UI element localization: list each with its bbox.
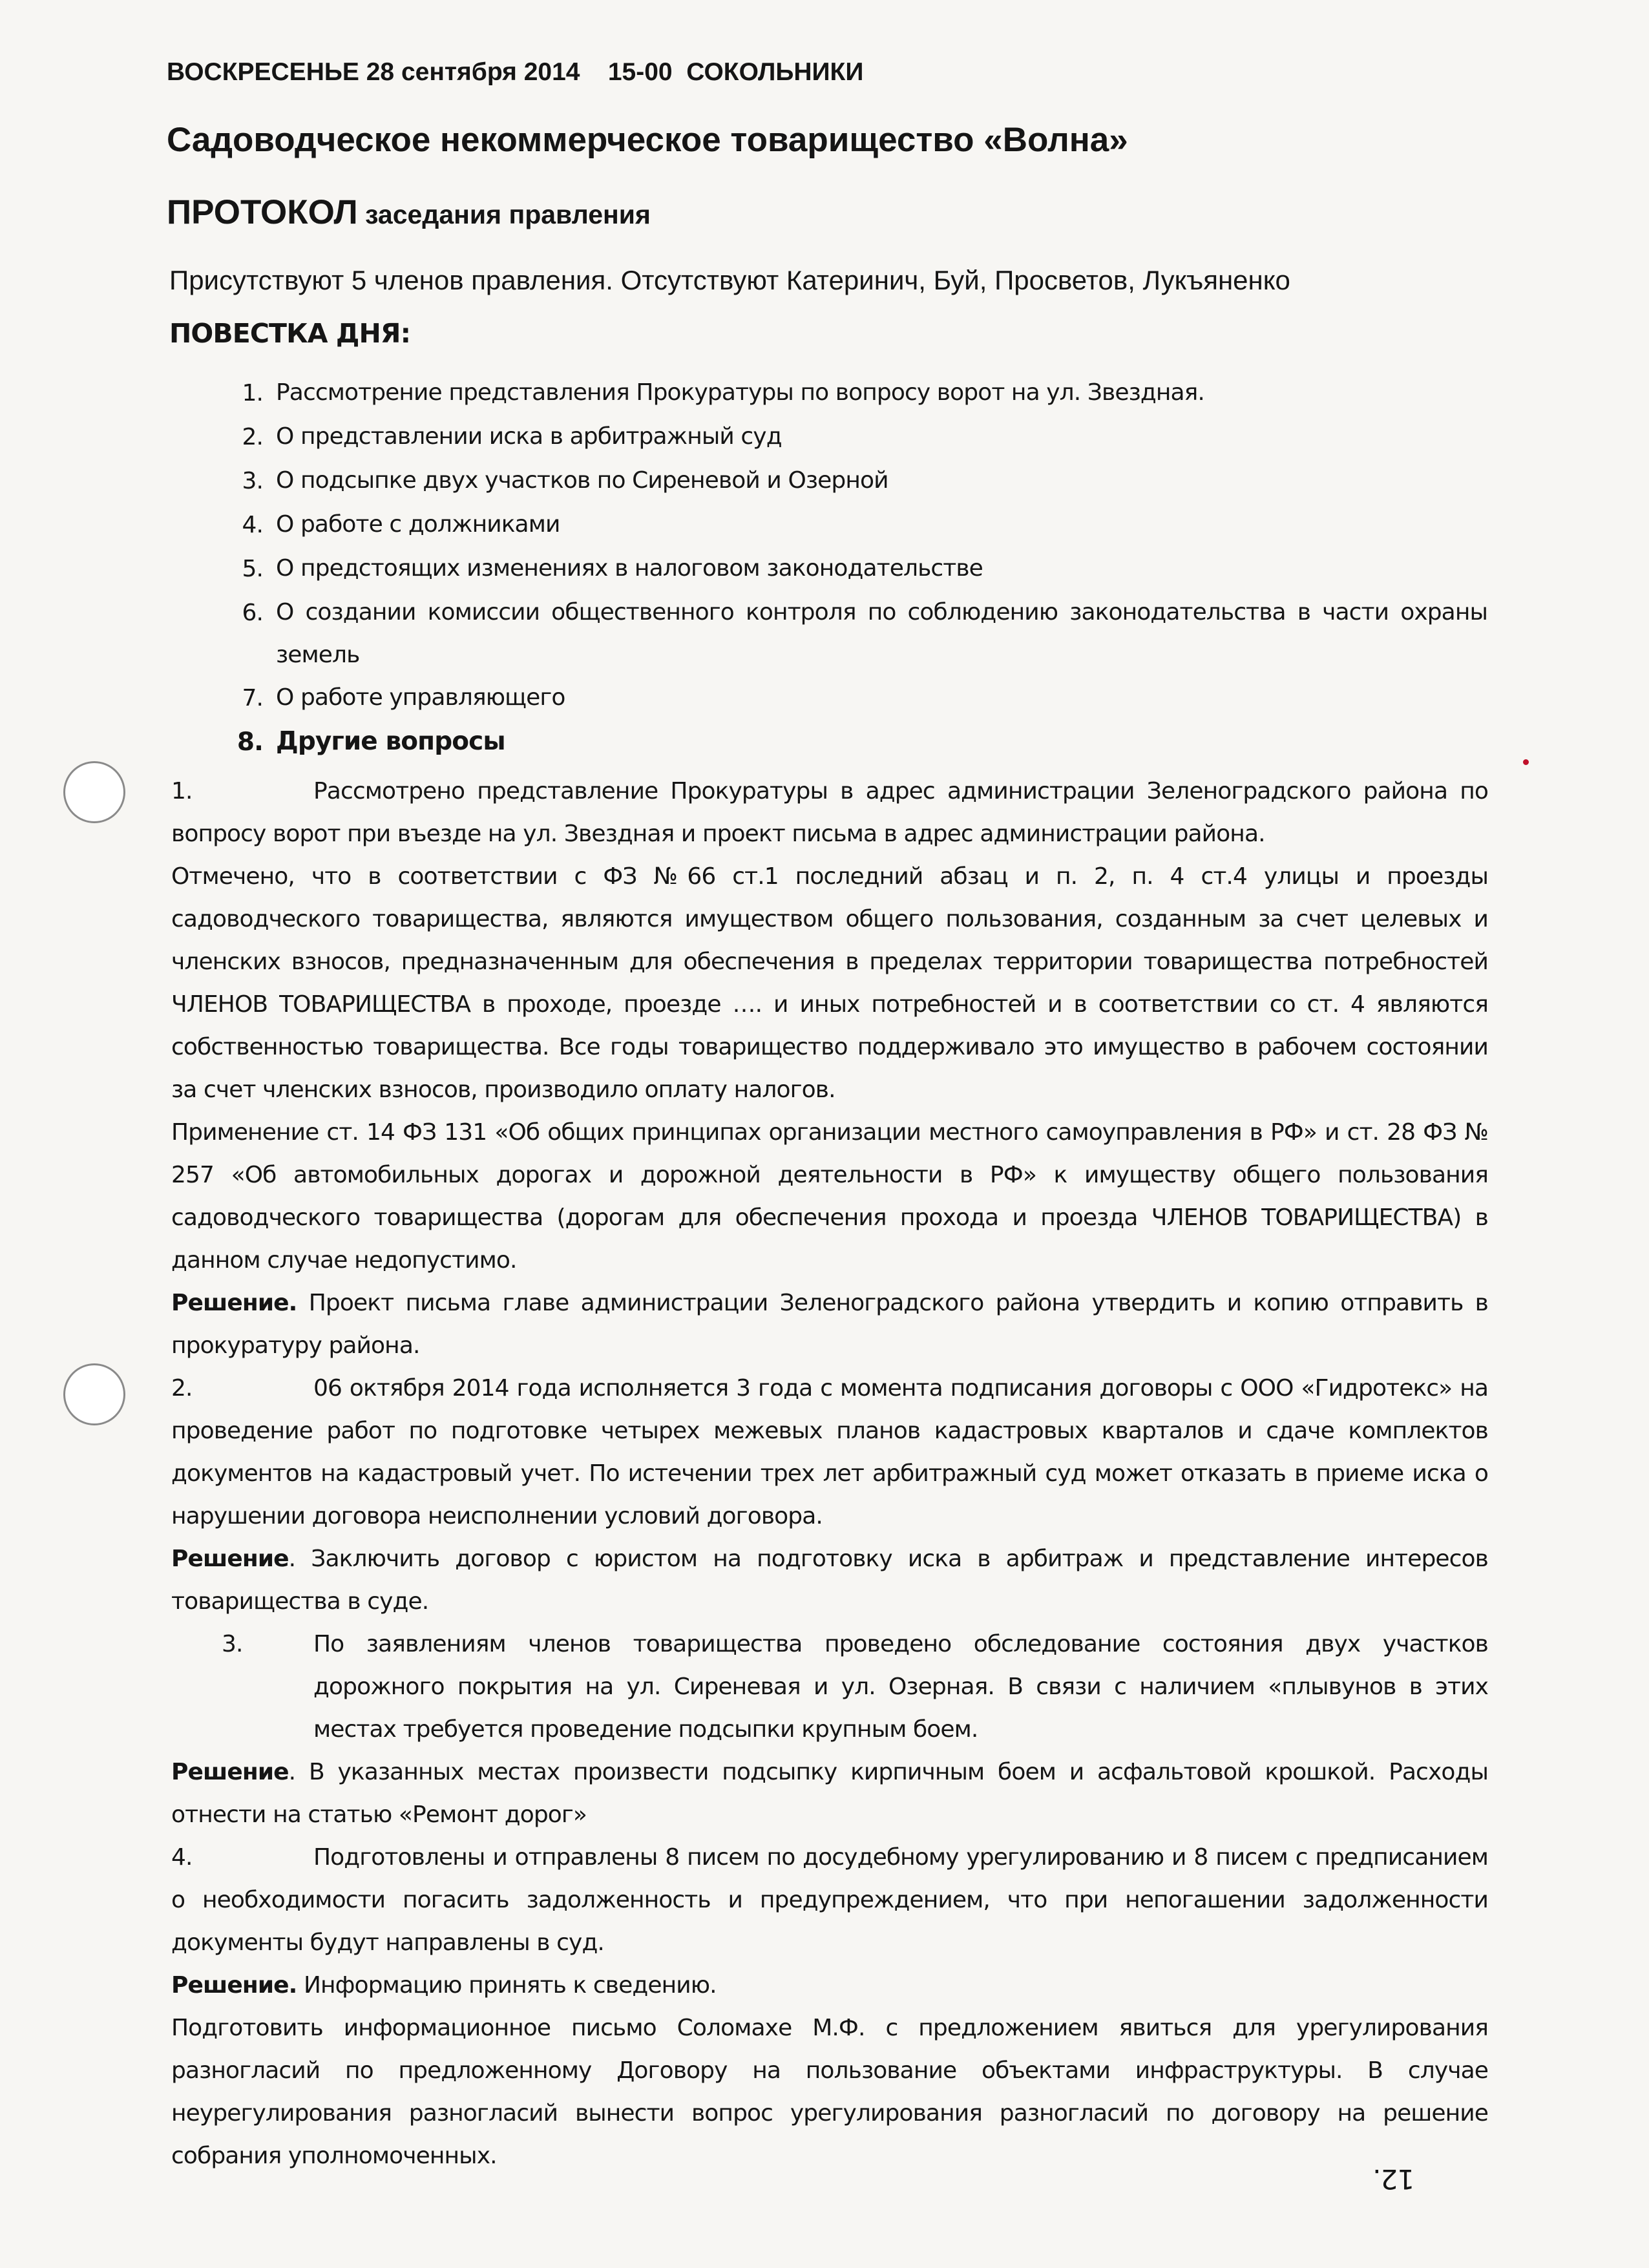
attendance-line: Присутствуют 5 членов правления. Отсутствуют Катеринич, Буй, Просветов, Лукъяненко bbox=[169, 265, 1290, 295]
section-text: Рассмотрено представление Прокуратуры в адрес администрации Зеленоградского района по вопросу ворот при въезде на ул. Звездная и проект письма в адрес администрации района. bbox=[171, 778, 1488, 847]
protocol-title bbox=[167, 193, 651, 232]
agenda-item bbox=[169, 720, 1487, 764]
agenda-item-number: 7. bbox=[242, 685, 263, 711]
section-number: 2. bbox=[171, 1375, 193, 1402]
punch-hole bbox=[63, 761, 125, 823]
agenda-item-text: О работе управляющего bbox=[276, 684, 565, 711]
agenda-item-text: Другие вопросы bbox=[276, 727, 505, 756]
section-text: 06 октября 2014 года исполняется 3 года с момента подписания договоры с ООО «Гидротекс» на проведение работ по подготовке четырех межевых планов кадастровых кварталов и сдаче комплектов документов на кадастровый учет. По истечении трех лет арбитражный суд может отказать в приеме иска о нарушении договора неисполнении условий договора. bbox=[171, 1375, 1488, 1529]
section-3-decision bbox=[171, 1751, 1488, 1836]
section-1-note: Отмечено, что в соответствии с ФЗ №66 ст.1 последний абзац и п. 2, п. 4 ст.4 улицы и проезды садоводческого товарищества, являются имуществом общего пользования, созданным за счет целевых и членских взносов, предназначенным для обеспечения в пределах территории товарищества потребностей ЧЛЕНОВ ТОВАРИЩЕСТВА в проходе, проезде …. и иных потребностей и в соответствии со ст. 4 являются собственностью товарищества. Все годы товарищество поддерживало это имущество в рабочем состоянии за счет членских взносов, производило оплату налогов. bbox=[171, 863, 1488, 1103]
decision-text: . В указанных местах произвести подсыпку кирпичным боем и асфальтовой крошкой. Расходы отнести на статью «Ремонт дорог» bbox=[171, 1759, 1488, 1828]
section-2-decision bbox=[171, 1538, 1488, 1623]
agenda-item-number: 2. bbox=[242, 424, 263, 450]
section-3-text bbox=[171, 1623, 1488, 1751]
agenda-item-text: О работе с должниками bbox=[276, 511, 560, 538]
protocol-subtitle: заседания правления bbox=[357, 200, 651, 229]
decision-text: Проект письма главе администрации Зеленоградского района утвердить и копию отправить в прокуратуру района. bbox=[171, 1290, 1488, 1359]
page-number: 12. bbox=[1373, 2163, 1415, 2195]
decision-label: Решение. bbox=[171, 1972, 297, 1999]
agenda-item bbox=[169, 503, 1487, 547]
agenda-item-text: О создании комиссии общественного контроля по соблюдению законодательства в части охраны земель bbox=[276, 599, 1487, 668]
section-2-text bbox=[171, 1367, 1488, 1538]
section-1-intro bbox=[171, 770, 1488, 856]
agenda-item bbox=[169, 591, 1487, 677]
agenda-item-number: 5. bbox=[242, 556, 263, 582]
protocol-word: ПРОТОКОЛ bbox=[167, 193, 358, 231]
agenda-item-number: 1. bbox=[242, 380, 263, 406]
section-4-extra: Подготовить информационное письмо Соломахе М.Ф. с предложением явиться для урегулирования разногласий по предложенному Договору на пользование объектами инфраструктуры. В случае неурегулирования разногласий вынести вопрос урегулирования разногласий по договору на решение собрания уполномоченных. bbox=[171, 2015, 1488, 2169]
section-number: 3. bbox=[222, 1631, 243, 1657]
protocol-body bbox=[171, 770, 1488, 2178]
section-text: Подготовлены и отправлены 8 писем по досудебному урегулированию и 8 писем с предписанием о необходимости погасить задолженность и предупреждением, что при непогашении задолженности документы будут направлены в суд. bbox=[171, 1844, 1488, 1956]
agenda-item bbox=[169, 677, 1487, 720]
agenda-item-number: 3. bbox=[242, 468, 263, 494]
agenda-item-text: О предстоящих изменениях в налоговом законодательстве bbox=[276, 555, 983, 582]
agenda-item-text: Рассмотрение представления Прокуратуры по вопросу ворот на ул. Звездная. bbox=[276, 379, 1204, 406]
meeting-date-line: ВОСКРЕСЕНЬЕ 28 сентября 2014 15-00 СОКОЛЬНИКИ bbox=[167, 58, 864, 86]
agenda-item-text: О подсыпке двух участков по Сиреневой и Озерной bbox=[276, 467, 888, 494]
section-4-decision bbox=[171, 1964, 1488, 2007]
section-1-decision bbox=[171, 1282, 1488, 1367]
agenda-item bbox=[169, 372, 1487, 415]
agenda-item bbox=[169, 459, 1487, 503]
organization-title: Садоводческое некоммерческое товарищество «Волна» bbox=[167, 121, 1128, 159]
decision-label: Решение. bbox=[171, 1290, 297, 1316]
agenda-title: ПОВЕСТКА ДНЯ: bbox=[169, 318, 411, 349]
section-number: 1. bbox=[171, 778, 193, 804]
agenda-list bbox=[169, 372, 1487, 764]
agenda-item bbox=[169, 547, 1487, 591]
ink-dot bbox=[1523, 759, 1529, 765]
section-number: 4. bbox=[171, 1844, 193, 1871]
decision-label: Решение bbox=[171, 1546, 289, 1572]
punch-hole bbox=[63, 1363, 125, 1425]
section-1-law: Применение ст. 14 ФЗ 131 «Об общих принципах организации местного самоуправления в РФ» и ст. 28 ФЗ № 257 «Об автомобильных дорогах и дорожной деятельности в РФ» к имуществу общего пользования садоводческого товарищества (дорогам для обеспечения прохода и проезда ЧЛЕНОВ ТОВАРИЩЕСТВА) в данном случае недопустимо. bbox=[171, 1119, 1488, 1274]
decision-label: Решение bbox=[171, 1759, 289, 1785]
agenda-item-number: 4. bbox=[242, 512, 263, 538]
agenda-item-number: 6. bbox=[242, 600, 263, 626]
agenda-item-text: О представлении иска в арбитражный суд bbox=[276, 423, 782, 450]
agenda-item bbox=[169, 415, 1487, 459]
agenda-item-number: 8. bbox=[236, 728, 263, 757]
section-4-text bbox=[171, 1836, 1488, 1964]
section-text: По заявлениям членов товарищества проведено обследование состояния двух участков дорожного покрытия на ул. Сиреневая и ул. Озерная. В связи с наличием «плывунов в этих местах требуется проведение подсыпки крупным боем. bbox=[313, 1631, 1488, 1743]
decision-text: Информацию принять к сведению. bbox=[297, 1972, 717, 1999]
decision-text: . Заключить договор с юристом на подготовку иска в арбитраж и представление интересов товарищества в суде. bbox=[171, 1546, 1488, 1615]
